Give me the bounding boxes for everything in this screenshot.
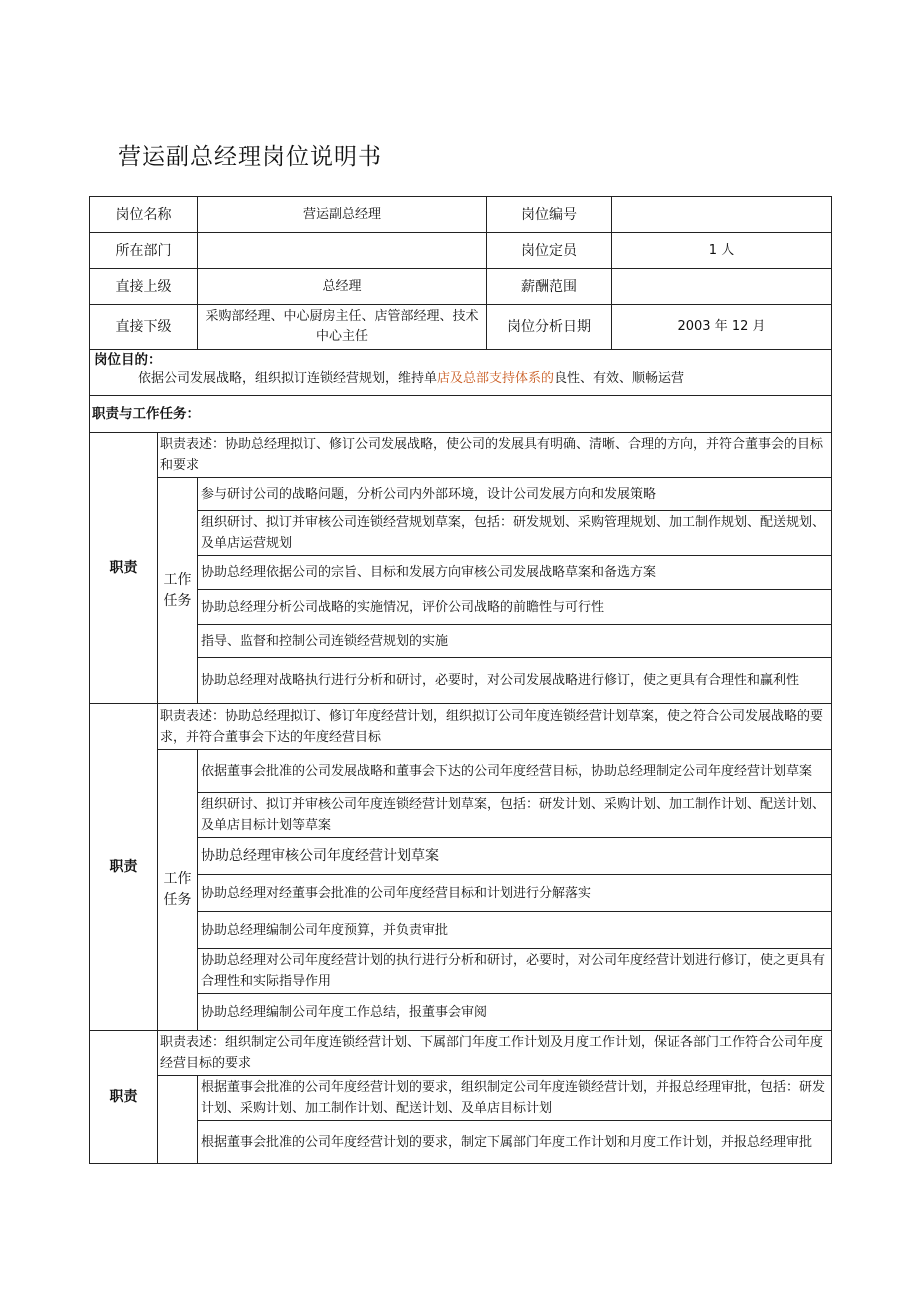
value-position-name: 营运副总经理 (198, 197, 487, 233)
duty-2-task-label: 工作任务 (158, 750, 198, 1031)
duty-2-label: 职责 (90, 704, 158, 1031)
duty-1-task-1: 参与研讨公司的战略问题，分析公司内外部环境，设计公司发展方向和发展策略 (198, 478, 832, 511)
job-description-table (89, 196, 832, 1164)
duty-1-task-label: 工作任务 (158, 478, 198, 704)
label-analysis-date: 岗位分析日期 (487, 305, 612, 350)
duty-1-task-6: 协助总经理对战略执行进行分析和研讨，必要时，对公司发展战略进行修订，使之更具有合理性和赢利性 (198, 658, 832, 704)
duty-3-description: 职责表述：组织制定公司年度连锁经营计划、下属部门年度工作计划及月度工作计划，保证各部门工作符合公司年度经营目标的要求 (158, 1031, 832, 1076)
label-department: 所在部门 (90, 233, 198, 269)
duty-3-task-label (158, 1076, 198, 1164)
value-department (198, 233, 487, 269)
duty-3-task-1: 根据董事会批准的公司年度经营计划的要求，组织制定公司年度连锁经营计划，并报总经理审批，包括：研发计划、采购计划、加工制作计划、配送计划、及单店目标计划 (198, 1076, 832, 1121)
duty-1-task-3: 协助总经理依据公司的宗旨、目标和发展方向审核公司发展战略草案和备选方案 (198, 556, 832, 590)
value-position-code (612, 197, 832, 233)
value-analysis-date: 2003 年 12 月 (612, 305, 832, 350)
purpose-section (90, 350, 832, 396)
duty-2-task-7: 协助总经理编制公司年度工作总结，报董事会审阅 (198, 994, 832, 1031)
label-superior: 直接上级 (90, 269, 198, 305)
label-subordinate: 直接下级 (90, 305, 198, 350)
duty-2-task-3: 协助总经理审核公司年度经营计划草案 (198, 838, 832, 875)
value-headcount: 1 人 (612, 233, 832, 269)
duty-2-task-1: 依据董事会批准的公司发展战略和董事会下达的公司年度经营目标，协助总经理制定公司年度经营计划草案 (198, 750, 832, 793)
value-salary-range (612, 269, 832, 305)
label-headcount: 岗位定员 (487, 233, 612, 269)
label-position-name: 岗位名称 (90, 197, 198, 233)
duties-heading: 职责与工作任务： (90, 396, 832, 433)
purpose-text (92, 369, 829, 389)
duty-1-label: 职责 (90, 433, 158, 704)
label-salary-range: 薪酬范围 (487, 269, 612, 305)
duty-3-task-2: 根据董事会批准的公司年度经营计划的要求，制定下属部门年度工作计划和月度工作计划，并报总经理审批 (198, 1121, 832, 1164)
duty-2-task-6: 协助总经理对公司年度经营计划的执行进行分析和研讨，必要时，对公司年度经营计划进行修订，使之更具有合理性和实际指导作用 (198, 949, 832, 994)
duty-3-label: 职责 (90, 1031, 158, 1164)
duty-2-task-2: 组织研讨、拟订并审核公司年度连锁经营计划草案，包括：研发计划、采购计划、加工制作计划、配送计划、及单店目标计划等草案 (198, 793, 832, 838)
purpose-text-highlight: 店及总部支持体系的 (437, 371, 555, 386)
duty-2-task-4: 协助总经理对经董事会批准的公司年度经营目标和计划进行分解落实 (198, 875, 832, 912)
label-position-code: 岗位编号 (487, 197, 612, 233)
duty-1-task-2: 组织研讨、拟订并审核公司连锁经营规划草案，包括：研发规划、采购管理规划、加工制作规划、配送规划、及单店运营规划 (198, 511, 832, 556)
duty-2-task-5: 协助总经理编制公司年度预算，并负责审批 (198, 912, 832, 949)
duty-1-task-5: 指导、监督和控制公司连锁经营规划的实施 (198, 625, 832, 658)
purpose-text-after: 良性、有效、顺畅运营 (554, 371, 685, 386)
duty-1-task-4: 协助总经理分析公司战略的实施情况，评价公司战略的前瞻性与可行性 (198, 590, 832, 625)
purpose-text-before: 依据公司发展战略，组织拟订连锁经营规划，维持单 (138, 371, 438, 386)
page-title: 营运副总经理岗位说明书 (118, 144, 382, 170)
duty-2-description: 职责表述：协助总经理拟订、修订年度经营计划，组织拟订公司年度连锁经营计划草案，使之符合公司发展战略的要求，并符合董事会下达的年度经营目标 (158, 704, 832, 750)
value-superior: 总经理 (198, 269, 487, 305)
duty-1-description: 职责表述：协助总经理拟订、修订公司发展战略，使公司的发展具有明确、清晰、合理的方向，并符合董事会的目标和要求 (158, 433, 832, 478)
purpose-heading: 岗位目的： (94, 352, 162, 368)
value-subordinate: 采购部经理、中心厨房主任、店管部经理、技术中心主任 (198, 305, 487, 350)
